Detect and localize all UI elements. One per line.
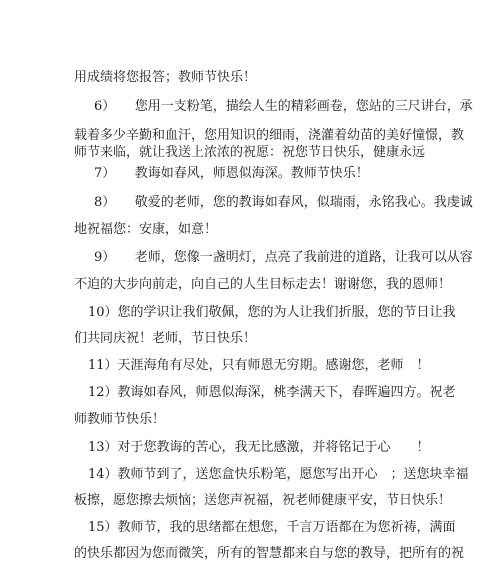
text-line: 8） 敬爱的老师，您的教诲如春风，似瑞雨，永铭我心。我虔诚 xyxy=(94,195,473,210)
text-line: 师节来临，就让我送上浓浓的祝愿：祝您节日快乐，健康永远 xyxy=(74,145,426,160)
text-line: 载着多少辛勤和血汗，您用知识的细雨，浇灌着幼苗的美好憧憬，教 xyxy=(74,128,465,143)
text-line: 用成绩将您报答；教师节快乐！ xyxy=(74,70,257,85)
text-line: 13）对于您教诲的苦心，我无比感激，并将铭记于心 ！ xyxy=(88,440,430,455)
text-line: 板擦，愿您擦去烦恼；送您声祝福，祝老师健康平安，节日快乐！ xyxy=(74,493,452,508)
text-line: 15）教师节，我的思绪都在想您，千言万语都在为您祈祷，满面 xyxy=(88,520,456,535)
text-line: 10）您的学识让我们敬佩，您的为人让我们折服，您的节日让我 xyxy=(88,305,456,320)
text-line: 12）教诲如春风，师恩似海深，桃李满天下，春晖遍四方。祝老 xyxy=(88,385,456,400)
text-line: 11）天涯海角有尽处，只有师恩无穷期。感谢您，老师 ！ xyxy=(88,358,430,373)
text-line: 的快乐都因为您而微笑，所有的智慧都来自与您的教导，把所有的祝 xyxy=(74,546,465,561)
text-line: 6） 您用一支粉笔，描绘人生的精彩画卷，您站的三尺讲台，承 xyxy=(94,99,473,114)
text-line: 地祝福您：安康，如意！ xyxy=(74,222,218,237)
text-line: 们共同庆祝！老师，节日快乐！ xyxy=(74,331,257,346)
text-line: 14）教师节到了，送您盒快乐粉笔，愿您写出开心 ；送您块幸福 xyxy=(88,467,469,482)
text-line: 9） 老师，您像一盏明灯，点亮了我前进的道路，让我可以从容 xyxy=(94,250,473,265)
text-line: 不迫的大步向前走，向自己的人生目标走去！谢谢您，我的恩师！ xyxy=(74,277,452,292)
text-line: 7） 教诲如春风，师恩似海深。教师节快乐！ xyxy=(94,166,369,181)
text-line: 师教师节快乐！ xyxy=(74,412,166,427)
